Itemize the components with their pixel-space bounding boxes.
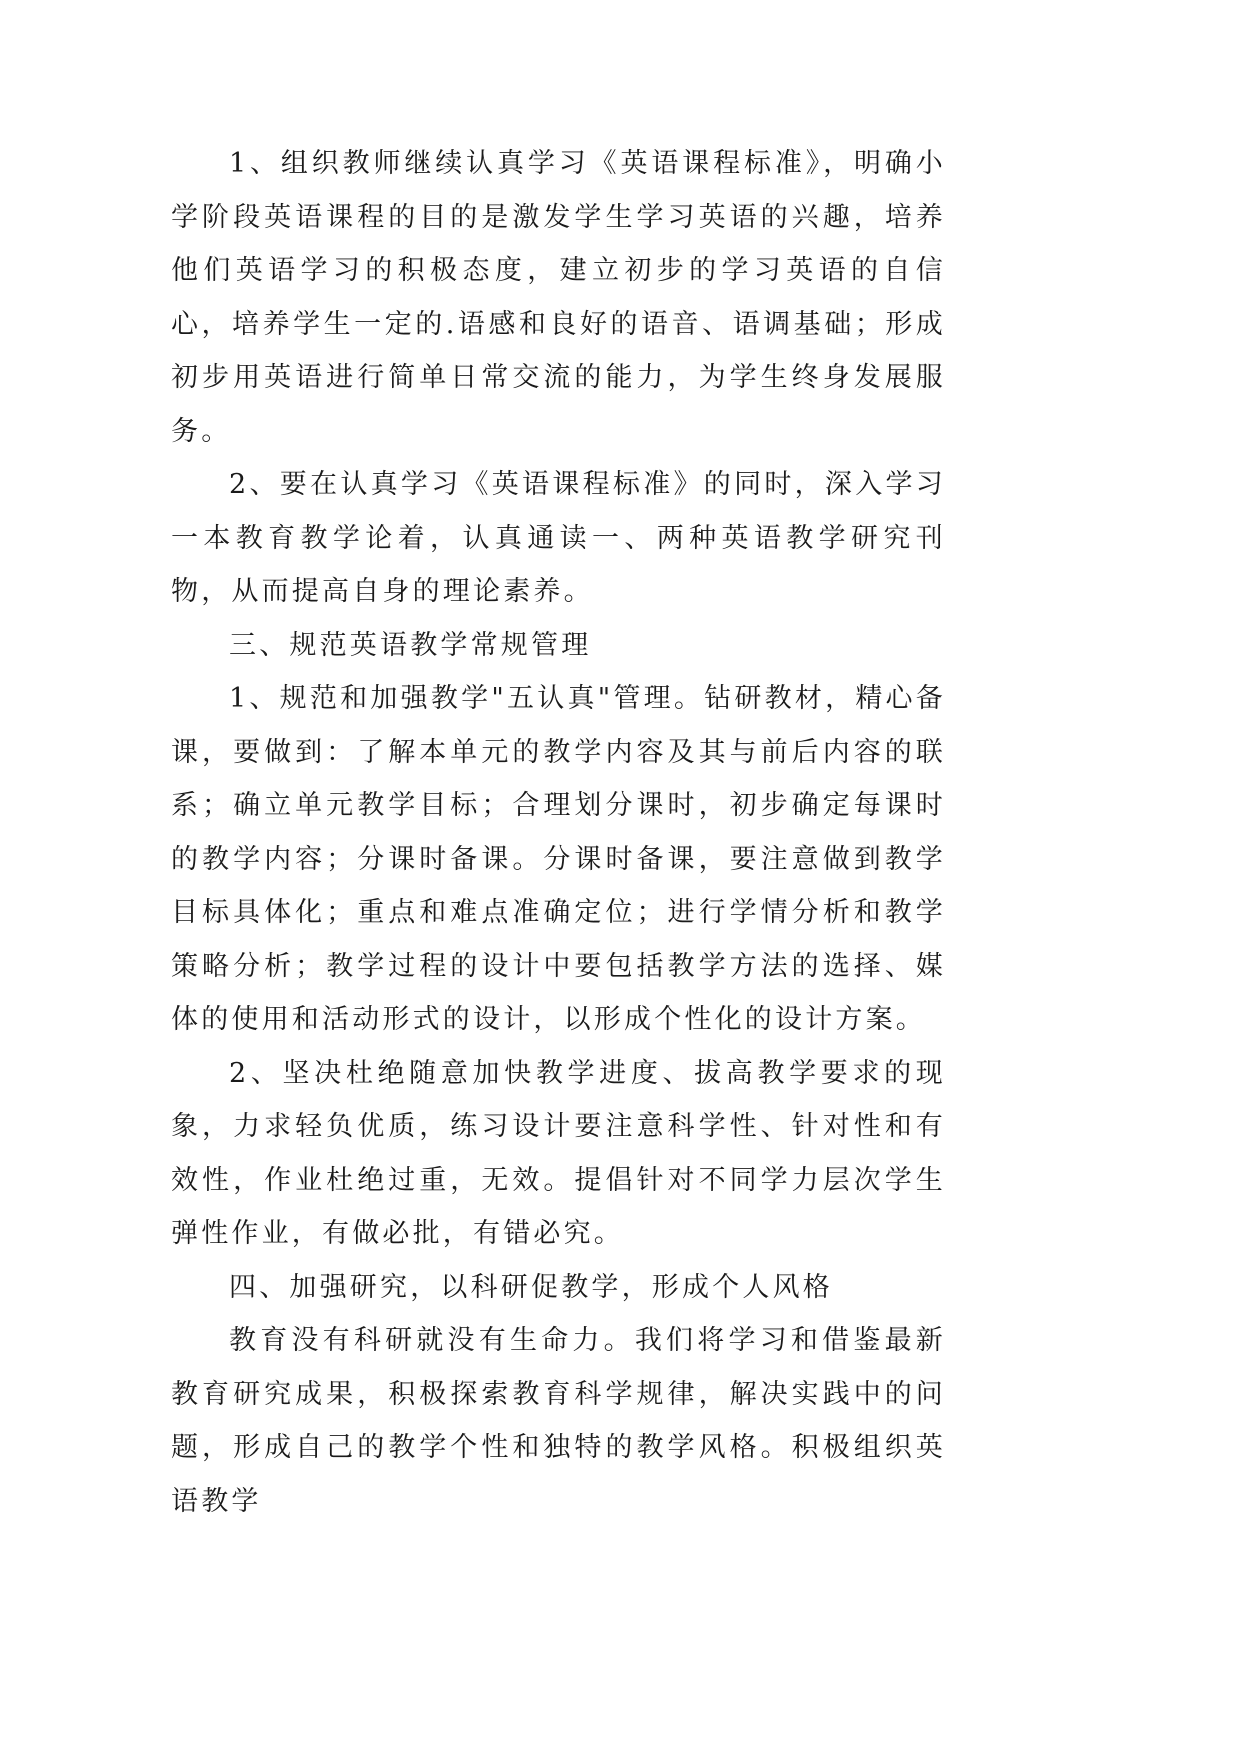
paragraph: 1、规范和加强教学"五认真"管理。钻研教材，精心备课，要做到：了解本单元的教学内容及其与前后内容的联系；确立单元教学目标；合理划分课时，初步确定每课时的教学内容；分课时备课。分课时备课，要注意做到教学目标具体化；重点和难点准确定位；进行学情分析和教学策略分析；教学过程的设计中要包括教学方法的选择、媒体的使用和活动形式的设计，以形成个性化的设计方案。 xyxy=(171,683,946,1035)
paragraph: 教育没有科研就没有生命力。我们将学习和借鉴最新教育研究成果，积极探索教育科学规律，解决实践中的问题，形成自己的教学个性和独特的教学风格。积极组织英语教学 xyxy=(171,1325,946,1517)
paragraph: 1、组织教师继续认真学习《英语课程标准》，明确小学阶段英语课程的目的是激发学生学习英语的兴趣，培养他们英语学习的积极态度，建立初步的学习英语的自信心，培养学生一定的.语感和良好的语音、语调基础；形成初步用英语进行简单日常交流的能力，为学生终身发展服务。 xyxy=(171,148,946,447)
paragraph: 2、要在认真学习《英语课程标准》的同时，深入学习一本教育教学论着，认真通读一、两种英语教学研究刊物，从而提高自身的理论素养。 xyxy=(171,469,946,607)
section-heading: 三、规范英语教学常规管理 xyxy=(229,629,592,661)
paragraph: 2、坚决杜绝随意加快教学进度、拔高教学要求的现象，力求轻负优质，练习设计要注意科学性、针对性和有效性，作业杜绝过重，无效。提倡针对不同学力层次学生弹性作业，有做必批，有错必究。 xyxy=(171,1057,946,1249)
section-heading: 四、加强研究，以科研促教学，形成个人风格 xyxy=(229,1271,833,1303)
document-body xyxy=(171,137,946,1528)
